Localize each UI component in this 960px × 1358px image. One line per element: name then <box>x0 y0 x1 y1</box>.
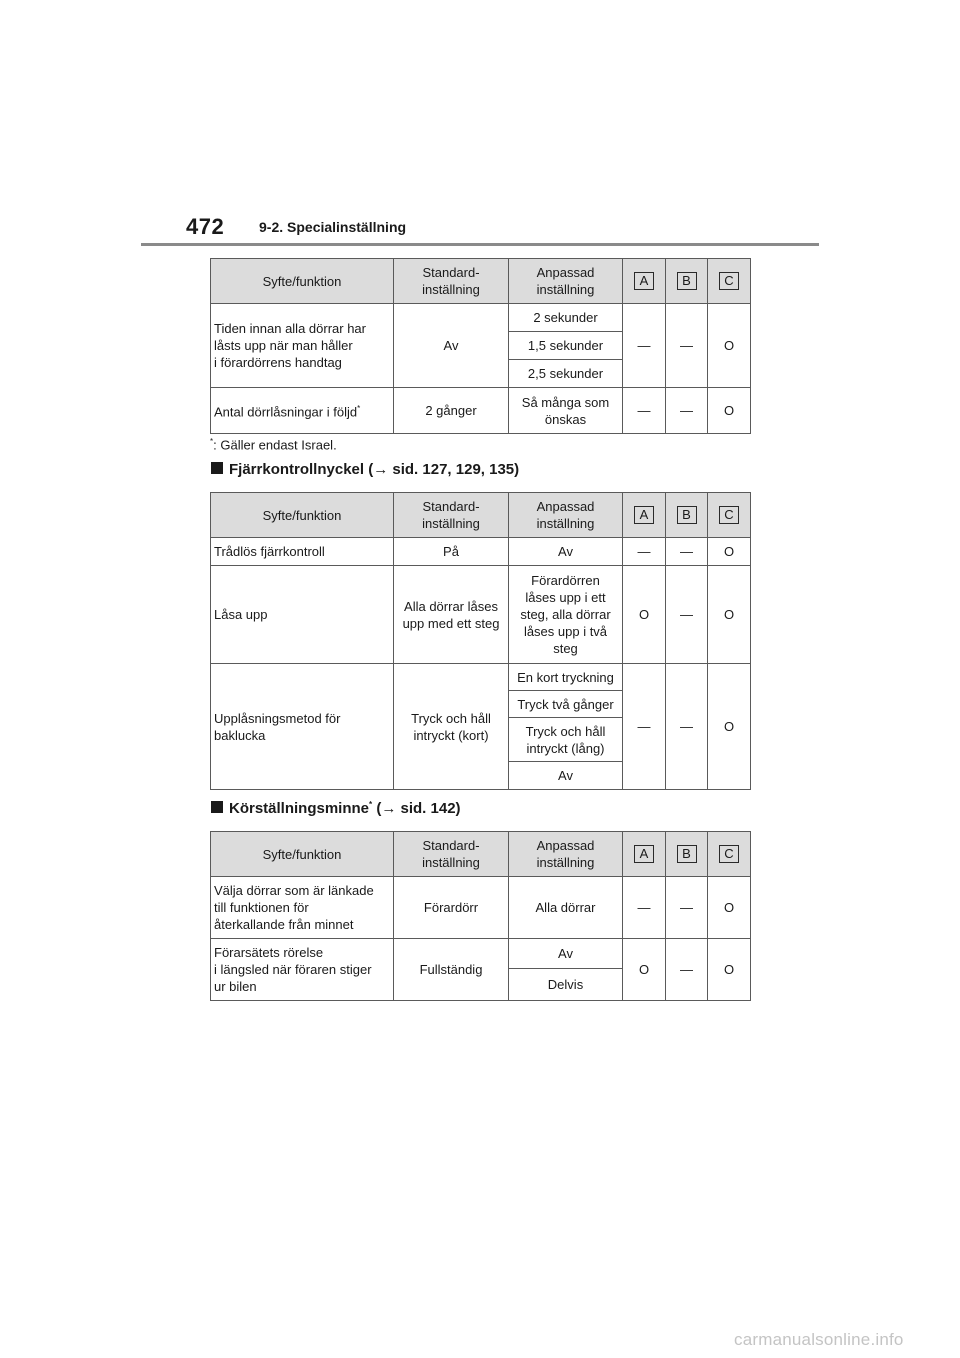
option-cell: Tryck två gånger <box>509 691 623 718</box>
table-header-row <box>211 493 751 538</box>
function-cell: Upplåsningsmetod för baklucka <box>211 664 394 790</box>
function-cell: Tiden innan alla dörrar har låsts upp när man håller i förardörrens handtag <box>211 304 394 388</box>
col-c-cell: O <box>708 388 751 434</box>
letter-box-c: C <box>719 506 739 524</box>
section-title: 9-2. Specialinställning <box>259 219 407 235</box>
settings-table-remote-key <box>210 492 751 790</box>
letter-box-a: A <box>634 272 654 290</box>
default-cell: På <box>394 538 509 566</box>
arrow-right-icon: → <box>381 800 397 817</box>
column-header-a <box>623 832 666 877</box>
column-header-b <box>666 832 708 877</box>
column-header-label: Anpassad inställning <box>536 265 595 297</box>
default-cell: Alla dörrar låses upp med ett steg <box>394 566 509 664</box>
col-c-cell: O <box>708 538 751 566</box>
function-cell <box>211 388 394 434</box>
column-header-label: Anpassad inställning <box>536 499 595 531</box>
col-a-cell: — <box>623 388 666 434</box>
subheading-remote-key <box>211 461 519 478</box>
letter-box-b: B <box>677 506 697 524</box>
column-header-label: Syfte/funktion <box>262 507 342 523</box>
column-header-c <box>708 259 751 304</box>
table-row <box>211 664 751 691</box>
column-header-default <box>394 259 509 304</box>
column-header-custom <box>509 493 623 538</box>
col-c-cell: O <box>708 939 751 1001</box>
option-cell: Av <box>509 538 623 566</box>
column-header-label: Anpassad inställning <box>536 838 595 870</box>
option-cell: 2 sekunder <box>509 304 623 332</box>
footnote-marker: * <box>357 404 361 414</box>
default-cell: Tryck och håll intryckt (kort) <box>394 664 509 790</box>
option-cell: Delvis <box>509 969 623 1001</box>
col-c-cell: O <box>708 877 751 939</box>
column-header-b <box>666 259 708 304</box>
col-b-cell: — <box>666 304 708 388</box>
table-header-row <box>211 259 751 304</box>
letter-box-a: A <box>634 506 654 524</box>
footnote-marker: * <box>210 437 214 446</box>
col-c-cell: O <box>708 664 751 790</box>
settings-table-door-unlock <box>210 258 751 434</box>
page-reference: sid. 127, 129, 135) <box>388 461 520 478</box>
function-cell: Låsa upp <box>211 566 394 664</box>
letter-box-b: B <box>677 272 697 290</box>
letter-box-b: B <box>677 845 697 863</box>
function-cell: Välja dörrar som är länkade till funktionen för återkallande från minnet <box>211 877 394 939</box>
arrow-right-icon: → <box>373 461 389 478</box>
footnote-text: : Gäller endast Israel. <box>213 437 337 453</box>
watermark: carmanualsonline.info <box>734 1330 904 1349</box>
option-cell: Tryck och håll intryckt (lång) <box>509 718 623 762</box>
default-cell: Av <box>394 304 509 388</box>
column-header-label: Syfte/funktion <box>262 846 342 862</box>
page-number: 472 <box>186 214 225 239</box>
subheading-paren: ( <box>372 800 382 817</box>
column-header-c <box>708 832 751 877</box>
col-a-cell: O <box>623 566 666 664</box>
column-header-label: Standard- inställning <box>422 265 480 297</box>
col-c-cell: O <box>708 566 751 664</box>
column-header-label: Syfte/funktion <box>262 273 342 289</box>
column-header-default <box>394 832 509 877</box>
table-row <box>211 538 751 566</box>
table-row <box>211 939 751 969</box>
footnote <box>210 437 337 452</box>
subheading-driving-position-memory <box>211 800 461 817</box>
column-header-function <box>211 832 394 877</box>
function-cell: Trådlös fjärrkontroll <box>211 538 394 566</box>
table-row <box>211 877 751 939</box>
table-row <box>211 304 751 332</box>
page-reference: sid. 142) <box>396 800 461 817</box>
option-cell: 1,5 sekunder <box>509 332 623 360</box>
default-cell: Förardörr <box>394 877 509 939</box>
default-cell: Fullständig <box>394 939 509 1001</box>
column-header-label: Standard- inställning <box>422 838 480 870</box>
column-header-function <box>211 259 394 304</box>
option-cell: Av <box>509 939 623 969</box>
col-c-cell: O <box>708 304 751 388</box>
bullet-square-icon <box>211 801 223 813</box>
option-cell: 2,5 sekunder <box>509 360 623 388</box>
col-a-cell: O <box>623 939 666 1001</box>
option-cell: Av <box>509 762 623 790</box>
letter-box-a: A <box>634 845 654 863</box>
col-a-cell: — <box>623 538 666 566</box>
default-cell: 2 gånger <box>394 388 509 434</box>
header-rule <box>141 243 819 246</box>
function-text: Antal dörrlåsningar i följd <box>214 404 358 420</box>
option-cell: Förardörren låses upp i ett steg, alla dörrar låses upp i två steg <box>509 566 623 664</box>
col-b-cell: — <box>666 388 708 434</box>
col-b-cell: — <box>666 664 708 790</box>
letter-box-c: C <box>719 272 739 290</box>
function-cell: Förarsätets rörelse i längsled när föraren stiger ur bilen <box>211 939 394 1001</box>
column-header-a <box>623 259 666 304</box>
page-header <box>0 0 960 250</box>
footnote-marker: * <box>369 800 373 809</box>
column-header-custom <box>509 259 623 304</box>
option-cell: En kort tryckning <box>509 664 623 691</box>
col-b-cell: — <box>666 939 708 1001</box>
col-a-cell: — <box>623 877 666 939</box>
option-cell: Alla dörrar <box>509 877 623 939</box>
column-header-c <box>708 493 751 538</box>
table-row <box>211 566 751 664</box>
subheading-text: Körställningsminne <box>229 800 370 817</box>
col-b-cell: — <box>666 538 708 566</box>
col-a-cell: — <box>623 304 666 388</box>
column-header-label: Standard- inställning <box>422 499 480 531</box>
settings-table-driving-position-memory <box>210 831 751 1001</box>
table-header-row <box>211 832 751 877</box>
col-a-cell: — <box>623 664 666 790</box>
col-b-cell: — <box>666 566 708 664</box>
bullet-square-icon <box>211 462 223 474</box>
column-header-a <box>623 493 666 538</box>
letter-box-c: C <box>719 845 739 863</box>
table-row <box>211 388 751 434</box>
option-cell: Så många som önskas <box>509 388 623 434</box>
col-b-cell: — <box>666 877 708 939</box>
column-header-b <box>666 493 708 538</box>
column-header-function <box>211 493 394 538</box>
subheading-text: Fjärrkontrollnyckel ( <box>229 461 374 478</box>
column-header-custom <box>509 832 623 877</box>
column-header-default <box>394 493 509 538</box>
